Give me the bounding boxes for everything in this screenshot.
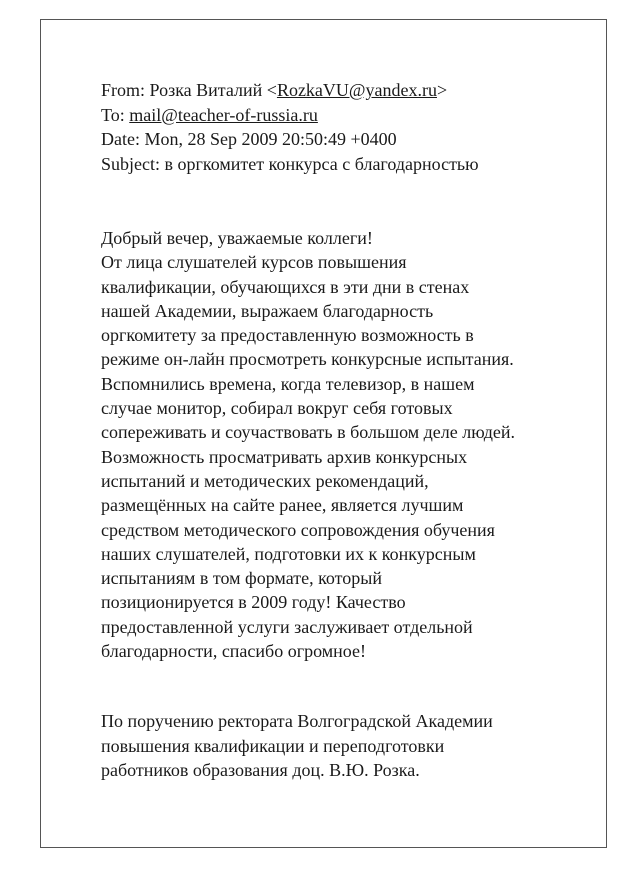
body-line: предоставленной услуги заслуживает отдельной <box>101 616 473 637</box>
signature-line: повышения квалификации и переподготовки <box>101 735 445 756</box>
body-line: оргкомитету за предоставленную возможность в <box>101 325 474 346</box>
body-line: размещённых на сайте ранее, является лучшим <box>101 495 464 516</box>
to-email-link[interactable]: mail@teacher-of-russia.ru <box>129 104 318 125</box>
subject-line: Subject: в оргкомитет конкурса с благодарностью <box>101 153 479 174</box>
body-line: квалификации, обучающихся в эти дни в стенах <box>101 276 470 297</box>
body-line: От лица слушателей курсов повышения <box>101 252 407 273</box>
from-email-link[interactable]: RozkaVU@yandex.ru <box>276 80 437 100</box>
email-header <box>101 78 479 176</box>
date-line: Date: Mon, 28 Sep 2009 20:50:49 +0400 <box>101 129 397 149</box>
body-line: режиме он-лайн просмотреть конкурсные испытания. <box>101 349 514 370</box>
body-line: Вспомнились времена, когда телевизор, в нашем <box>101 373 475 394</box>
from-open-bracket: < <box>266 80 277 100</box>
body-line: Возможность просматривать архив конкурсных <box>101 446 468 467</box>
body-line: благодарности, спасибо огромное! <box>101 641 366 662</box>
signature-line: работников образования доц. В.Ю. Розка. <box>101 760 420 780</box>
body-line: средством методического сопровождения обучения <box>101 519 495 540</box>
body-line: наших слушателей, подготовки их к конкурсным <box>101 543 476 564</box>
body-line: испытаний и методических рекомендаций, <box>101 470 429 491</box>
from-name: Розка Виталий <box>149 80 267 100</box>
body-line: нашей Академии, выражаем благодарность <box>101 300 434 321</box>
to-line <box>101 103 479 128</box>
to-label: To: <box>101 104 130 125</box>
from-line <box>101 78 479 103</box>
from-close-bracket: > <box>436 80 448 100</box>
body-line: испытаниям в том формате, который <box>101 568 383 589</box>
body-line: сопереживать и соучаствовать в большом деле людей. <box>101 422 516 443</box>
body-line: Добрый вечер, уважаемые коллеги! <box>101 228 373 248</box>
signature-block <box>101 709 493 783</box>
letter-body <box>101 226 515 663</box>
body-line: случае монитор, собирал вокруг себя готовых <box>101 398 453 419</box>
body-line: позиционируется в 2009 году! Качество <box>101 592 406 613</box>
from-label: From: <box>101 80 150 100</box>
signature-line: По поручению ректората Волгоградской Академии <box>101 711 493 731</box>
